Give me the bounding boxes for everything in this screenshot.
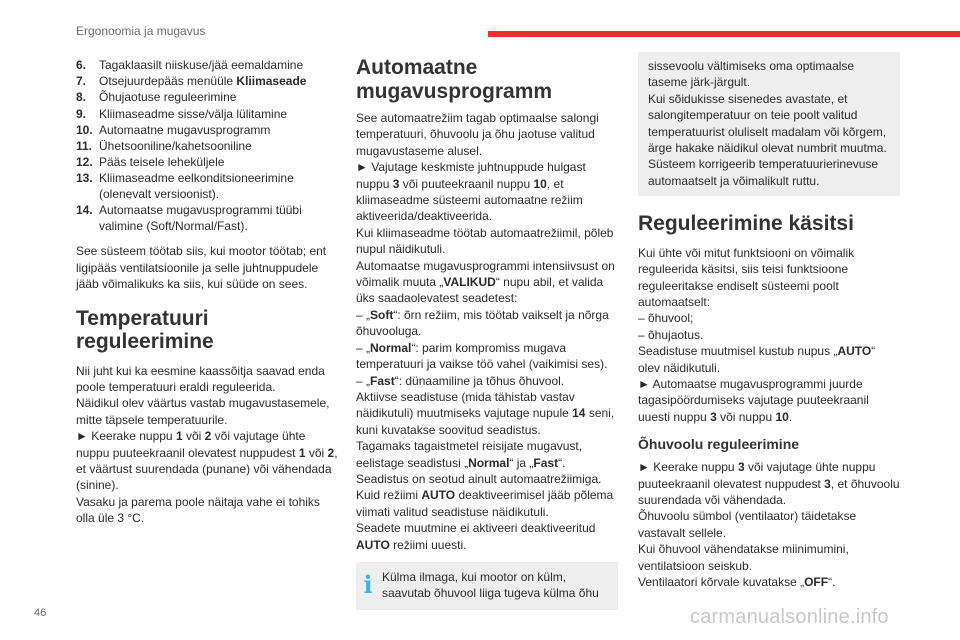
body-paragraph: See automaatrežiim tagab optimaalse salongi temperatuuri, õhuvoolu ja õhu jaotuse valitud mugavustaseme alusel. ► Vajutage keskmiste juhtnuppude hulgast nuppu 3 või puuteekraanil nuppu 10, et kliimaseadme süsteemi automaatne režiim aktiveerida/deaktiveerida. Kui kliimaseadme töötab automaatrežiimil, põleb nupul näidikutuli. Automaatse mugavusprogrammi intensiivsust on võimalik muuta „VALIKUD“ nupu abil, et valida üks saadaolevatest seadetest: – „Soft“: õrn režiim, mis töötab vaikselt ja nõrga õhuvooluga. – „Normal“: parim kompromiss mugava temperatuuri ja vaikse töö vahel (vaikimisi ses). – „Fast“: dünaamiline ja tõhus õhuvool. Aktiivse seadistuse (mida tähistab vastav näidikutuli) muutmiseks vajutage nupule 14 seni, kuni kuvatakse soovitud seadistus. Tagamaks tagaistmetel reisijate mugavust, eelistage seadistusi „Normal“ ja „Fast“. Seadistus on seotud ainult automaatrežiimiga. Kuid režiimi AUTO deaktiveerimisel jääb põlema viimati valitud seadistuse näidikutuli. Seadete muutmine ei aktiveeri deaktiveeritud AUTO režiimi uuesti. bbox=[356, 111, 615, 552]
body-paragraph: ► Keerake nuppu 3 või vajutage ühte nuppu puuteekraanil olevatest nuppudest 3, et õhuvoolu suurendada või vähendada. Õhuvoolu sümbol (ventilaator) täidetakse vastavalt sellele. Kui õhuvool vähendatakse miinimumini, ventilatsioon seiskub. Ventilaatori kõrvale kuvatakse „OFF“. bbox=[638, 460, 900, 590]
info-text: Külma ilmaga, kui mootor on külm, saavutab õhuvool liiga tugeva külma õhu bbox=[382, 569, 599, 601]
section-heading-auto-comfort: Automaatne mugavusprogramm bbox=[356, 56, 553, 103]
list-item: 7. Otsejuurdepääs menüüle Kliimaseade bbox=[76, 74, 307, 89]
header-accent-bar bbox=[488, 31, 960, 37]
list-item: 10. Automaatne mugavusprogramm bbox=[76, 122, 271, 137]
page-header-title: Ergonoomia ja mugavus bbox=[76, 24, 206, 38]
page-number: 46 bbox=[34, 607, 47, 619]
section-heading-manual: Reguleerimine käsitsi bbox=[638, 212, 854, 236]
list-item: 6. Tagaklaasilt niiskuse/jää eemaldamine bbox=[76, 58, 304, 72]
list-item: 14. Automaatse mugavusprogrammi tüübi valimine (Soft/Normal/Fast). bbox=[76, 203, 302, 233]
list-item: 9. Kliimaseadme sisse/välja lülitamine bbox=[76, 106, 288, 121]
info-icon: i bbox=[363, 569, 373, 599]
info-box bbox=[356, 562, 618, 610]
body-paragraph: Nii juht kui ka eesmine kaassõitja saavad enda poole temperatuuri eraldi reguleerida. Näidikul olev väärtus vastab mugavustasemele, mitte täpsele temperatuurile. ► Keerake nuppu 1 või 2 või vajutage ühte nuppu puuteekraanil olevatest nuppudest 1 või 2, et väärtust suurendada (punane) või vähendada (sinine). Vasaku ja parema poole näitaja vahe ei tohiks olla üle 3 °C. bbox=[76, 363, 338, 526]
list-item: 11. Ühetsooniline/kahetsooniline bbox=[76, 138, 252, 153]
info-box-continued bbox=[638, 52, 900, 196]
body-paragraph: Kui ühte või mitut funktsiooni on võimalik reguleerida käsitsi, siis teisi funktsioone reguleeritakse endiselt süsteemi poolt automaatselt: – õhuvool; – õhujaotus. Seadistuse muutmisel kustub nupus „AUTO“ olev näidikutuli. ► Automaatse mugavusprogrammi juurde tagasipöördumiseks vajutage puuteekraanil uuesti nuppu 3 või nuppu 10. bbox=[638, 245, 876, 424]
controls-numbered-list bbox=[76, 58, 338, 234]
system-note-paragraph: See süsteem töötab siis, kui mootor töötab; ent ligipääs ventilatsioonile ja selle juhtnuppudele jääb võimalikuks ka siis, kui süüde on sees. bbox=[76, 244, 327, 292]
watermark-text: carmanualsonline.info bbox=[690, 606, 889, 628]
column-left bbox=[76, 58, 338, 527]
info-text: sissevoolu vältimiseks oma optimaalse taseme järk-järgult. Kui sõidukisse sisenedes avastate, et salongitemperatuur on teie poolt valitud temperatuurist oluliselt madalam või kõrgem, ärge hakake näidikul olevat numbrit muutma. Süsteem korrigeerib temperatuurierinevuse automaatselt ja võimalikult ruttu. bbox=[648, 59, 887, 188]
list-item: 13. Kliimaseadme eelkonditsioneerimine (olenevalt versioonist). bbox=[76, 171, 294, 201]
column-right bbox=[638, 52, 900, 590]
list-item: 8. Õhujaotuse reguleerimine bbox=[76, 90, 237, 105]
subheading-airflow: Õhuvoolu reguleerimine bbox=[638, 436, 800, 453]
section-heading-temperature: Temperatuuri reguleerimine bbox=[76, 306, 214, 353]
list-item: 12. Pääs teisele leheküljele bbox=[76, 155, 225, 170]
column-middle bbox=[356, 56, 618, 610]
